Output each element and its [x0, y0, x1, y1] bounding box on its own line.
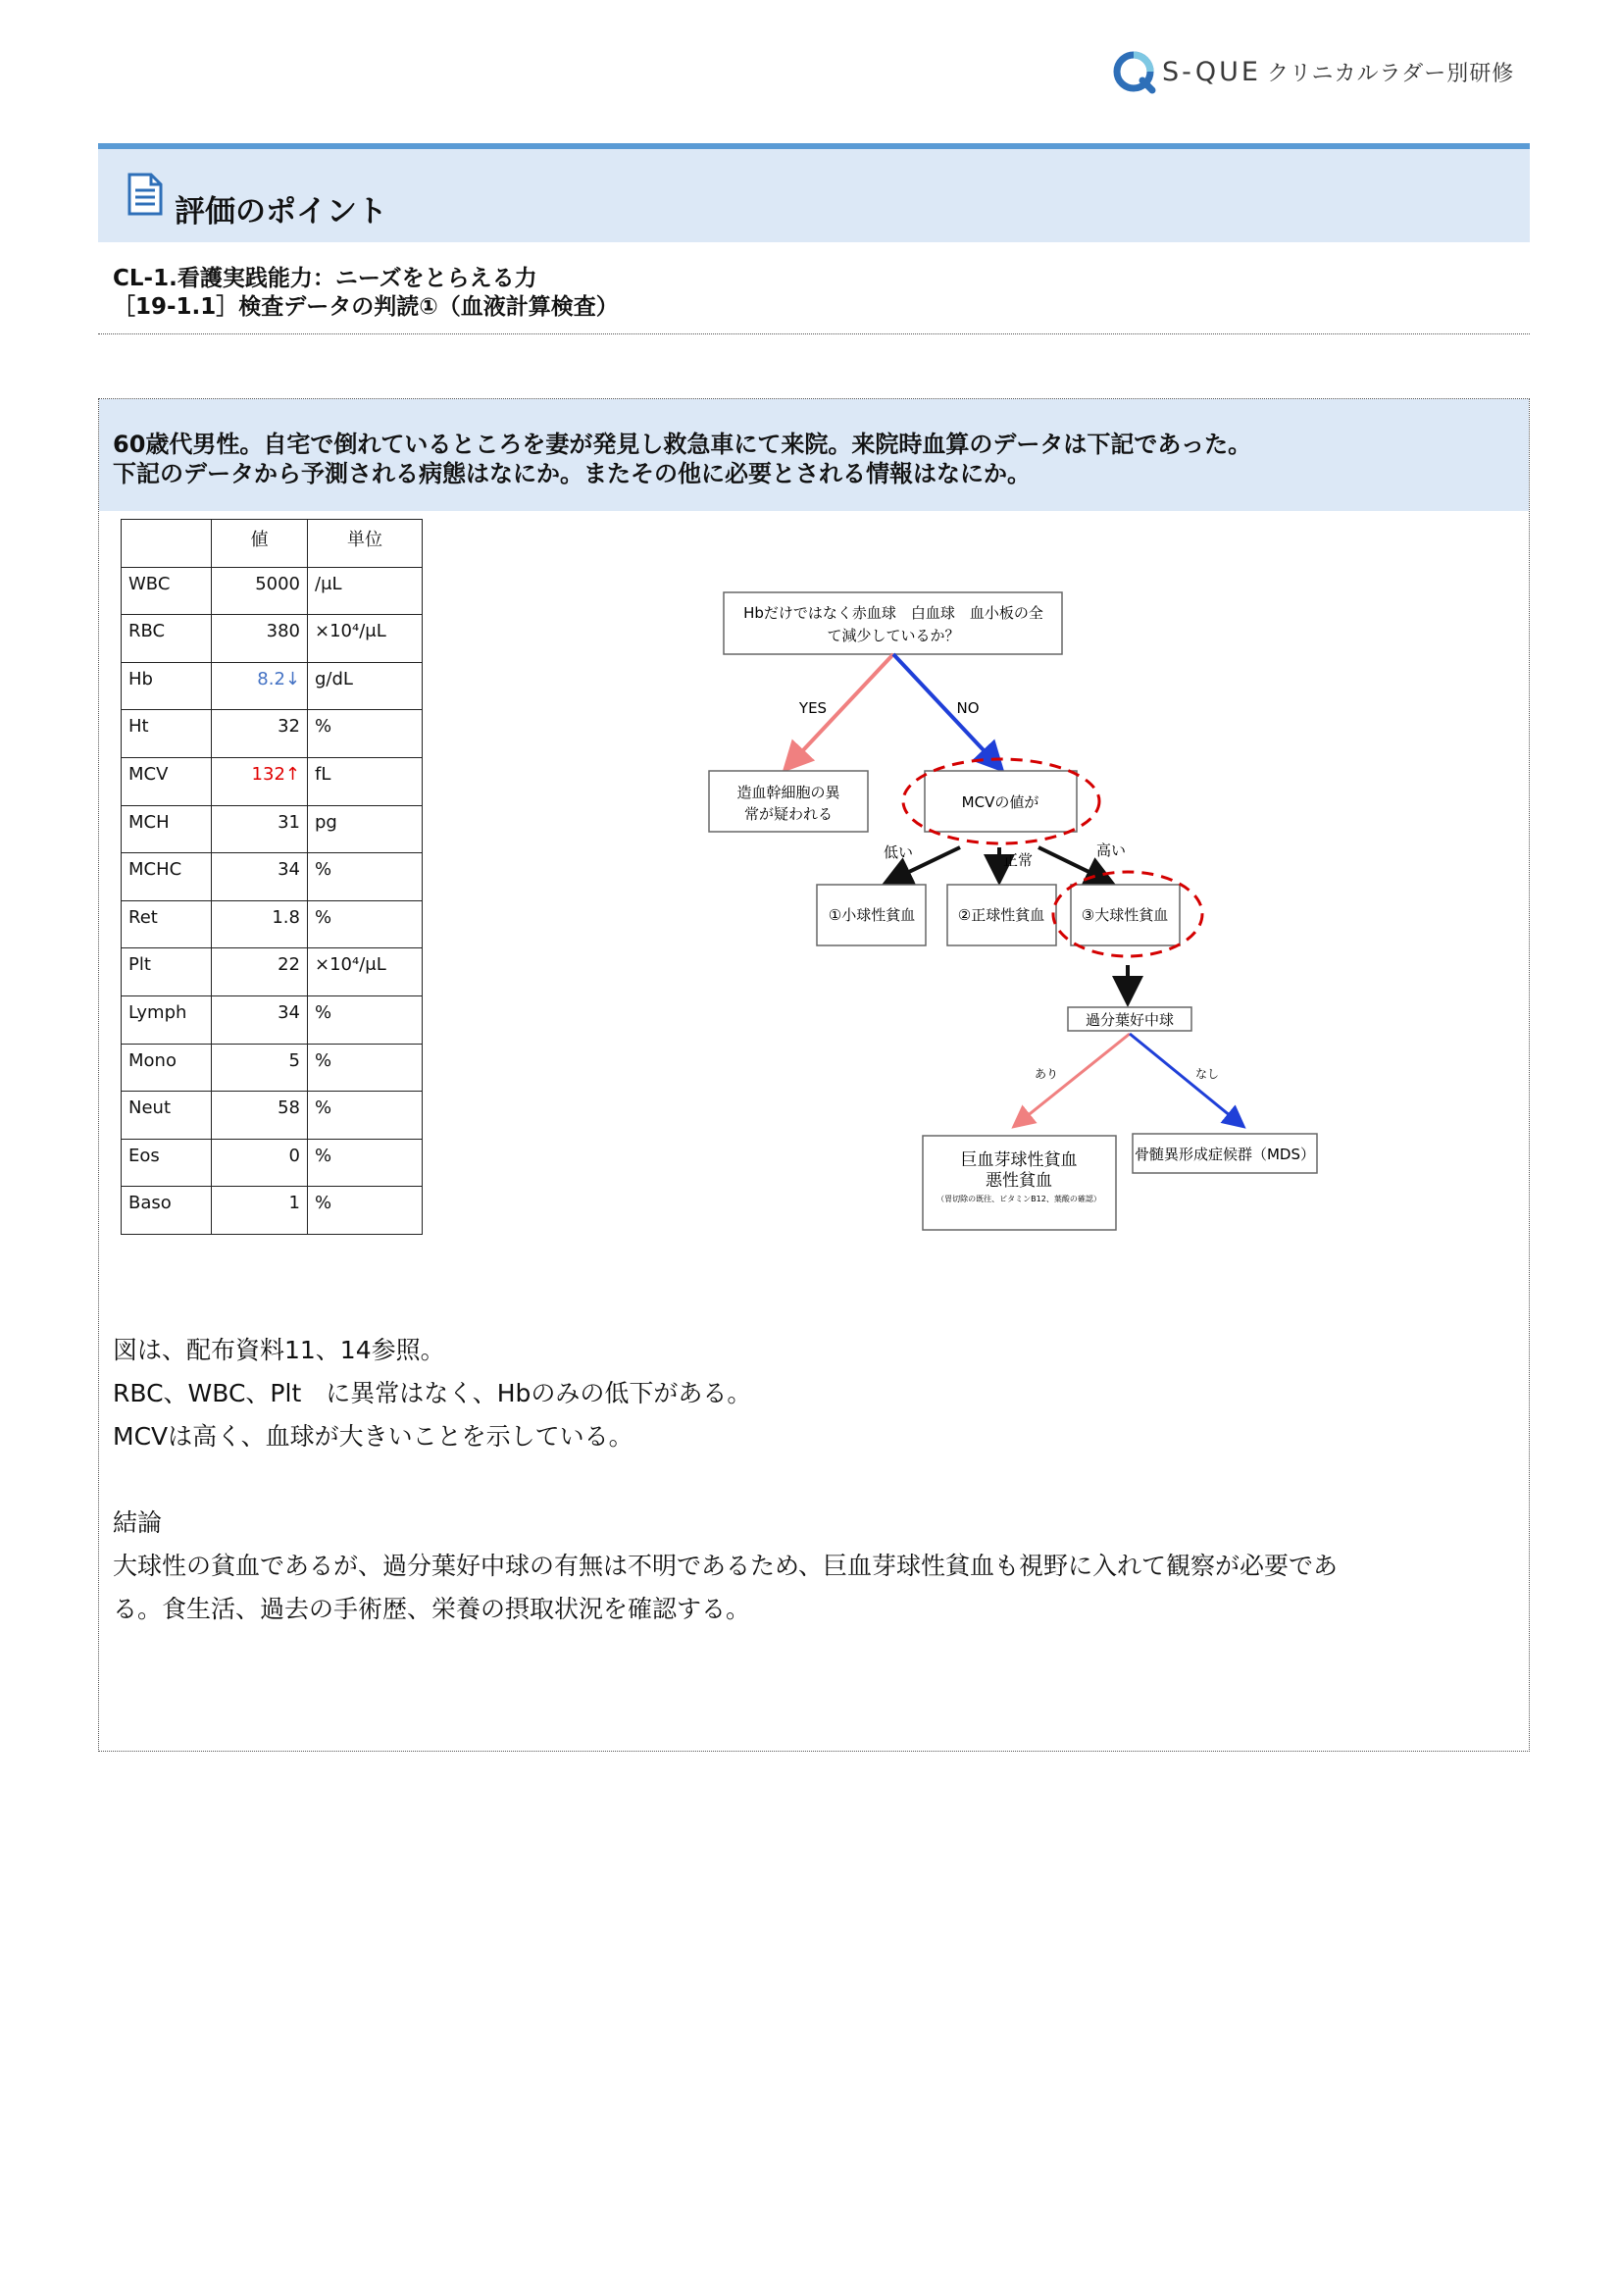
- explanation-line-3: MCVは高く、血球が大きいことを示している。: [113, 1422, 633, 1451]
- table-row: [122, 1139, 423, 1187]
- microcytic-text: ①小球性貧血: [828, 906, 916, 924]
- start-text-1: Hbだけではなく赤血球 白血球 血小板の全: [743, 604, 1043, 622]
- lab-value: 34: [212, 853, 308, 901]
- subheading-topic: ［19-1.1］検査データの判読①（血液計算検査）: [113, 294, 619, 320]
- lab-name: RBC: [122, 615, 212, 663]
- lab-value: 380: [212, 615, 308, 663]
- section-title: 評価のポイント: [175, 194, 387, 230]
- lab-value: 5000: [212, 567, 308, 615]
- lab-value: 1: [212, 1187, 308, 1235]
- present-label: あり: [1034, 1067, 1059, 1081]
- table-row: [122, 853, 423, 901]
- megaloblastic-text-1: 巨血芽球性貧血: [960, 1150, 1078, 1170]
- table-row: [122, 757, 423, 805]
- lab-unit: %: [308, 995, 423, 1044]
- lab-name: Neut: [122, 1092, 212, 1140]
- start-text-2: て減少しているか？: [827, 627, 960, 644]
- lab-name: Baso: [122, 1187, 212, 1235]
- lab-value-high: 132↑: [212, 757, 308, 805]
- present-arrow: [1016, 1034, 1130, 1125]
- absent-label: なし: [1194, 1067, 1220, 1081]
- lab-table-header: [122, 520, 423, 568]
- table-row: [122, 1044, 423, 1092]
- lab-name: Ht: [122, 710, 212, 758]
- mcv-text: MCVの値が: [961, 793, 1039, 811]
- no-label: NO: [956, 699, 980, 717]
- normocytic-text: ②正球性貧血: [957, 906, 1045, 924]
- lab-unit: %: [308, 853, 423, 901]
- document-icon: [127, 173, 163, 220]
- lab-value: 34: [212, 995, 308, 1044]
- header-value: 値: [212, 520, 308, 568]
- yes-label: YES: [798, 699, 828, 717]
- lab-value: 22: [212, 948, 308, 996]
- question-line-2: 下記のデータから予測される病態はなにか。またその他に必要とされる情報はなにか。: [113, 460, 1031, 487]
- conclusion-line-2: る。食生活、過去の手術歴、栄養の摂取状況を確認する。: [113, 1595, 751, 1623]
- lab-name: Eos: [122, 1139, 212, 1187]
- lab-unit: %: [308, 710, 423, 758]
- lab-name: MCHC: [122, 853, 212, 901]
- conclusion-line-1: 大球性の貧血であるが、過分葉好中球の有無は不明であるため、巨血芽球性貧血も視野に入れて観察が必要であ: [113, 1552, 1339, 1580]
- lab-unit: pg: [308, 805, 423, 853]
- hematopoietic-text-2: 常が疑われる: [743, 805, 834, 823]
- megaloblastic-note: （胃切除の既往、ビタミンB12、葉酸の確認）: [937, 1195, 1101, 1203]
- lab-name: Ret: [122, 900, 212, 948]
- header-name: [122, 520, 212, 568]
- lab-table: [121, 519, 423, 1235]
- divider: [98, 333, 1530, 334]
- lab-unit: %: [308, 900, 423, 948]
- lab-name: Mono: [122, 1044, 212, 1092]
- macrocytic-text: ③大球性貧血: [1081, 906, 1169, 924]
- lab-value: 1.8: [212, 900, 308, 948]
- lab-value: 32: [212, 710, 308, 758]
- anemia-flowchart: [687, 576, 1374, 1429]
- mds-text: 骨髄異形成症候群（MDS）: [1134, 1146, 1316, 1163]
- conclusion-label: 結論: [113, 1508, 163, 1537]
- table-row: [122, 567, 423, 615]
- normal-label: 正常: [1002, 851, 1034, 869]
- lab-unit: %: [308, 1044, 423, 1092]
- megaloblastic-text-2: 悪性貧血: [986, 1171, 1052, 1191]
- hypersegmented-text: 過分葉好中球: [1085, 1011, 1175, 1029]
- table-row: [122, 948, 423, 996]
- explanation-line-2: RBC、WBC、Plt に異常はなく、Hbのみの低下がある。: [113, 1379, 752, 1407]
- table-row: [122, 710, 423, 758]
- table-row: [122, 900, 423, 948]
- logo-brand: S-QUE: [1162, 56, 1261, 87]
- question-line-1: 60歳代男性。自宅で倒れているところを妻が発見し救急車にて来院。来院時血算のデータは下記であった。: [113, 431, 1252, 458]
- table-row: [122, 662, 423, 710]
- high-label: 高い: [1095, 842, 1127, 859]
- table-row: [122, 615, 423, 663]
- table-row: [122, 995, 423, 1044]
- lab-unit: g/dL: [308, 662, 423, 710]
- lab-name: MCH: [122, 805, 212, 853]
- logo-mark-icon: [1113, 49, 1158, 94]
- lab-unit: %: [308, 1187, 423, 1235]
- lab-unit: %: [308, 1092, 423, 1140]
- lab-name: Hb: [122, 662, 212, 710]
- low-label: 低い: [883, 843, 914, 861]
- lab-unit: /μL: [308, 567, 423, 615]
- question-header: [99, 399, 1529, 511]
- lab-unit: ×10⁴/μL: [308, 948, 423, 996]
- lab-value: 58: [212, 1092, 308, 1140]
- lab-value: 5: [212, 1044, 308, 1092]
- start-node: [724, 592, 1062, 654]
- table-row: [122, 1092, 423, 1140]
- lab-unit: ×10⁴/μL: [308, 615, 423, 663]
- subheading-competency: CL-1.看護実践能力：ニーズをとらえる力: [113, 266, 537, 291]
- lab-unit: fL: [308, 757, 423, 805]
- table-row: [122, 1187, 423, 1235]
- lab-unit: %: [308, 1139, 423, 1187]
- no-arrow: [893, 654, 999, 767]
- hematopoietic-text-1: 造血幹細胞の異: [736, 784, 840, 801]
- lab-name: WBC: [122, 567, 212, 615]
- lab-name: MCV: [122, 757, 212, 805]
- lab-name: Lymph: [122, 995, 212, 1044]
- table-row: [122, 805, 423, 853]
- explanation-line-1: 図は、配布資料11、14参照。: [113, 1336, 445, 1364]
- lab-name: Plt: [122, 948, 212, 996]
- absent-arrow: [1130, 1034, 1241, 1125]
- lab-value-low: 8.2↓: [212, 662, 308, 710]
- question-box: [98, 398, 1530, 1752]
- logo-subtitle: クリニカルラダー別研修: [1266, 61, 1515, 86]
- lab-value: 31: [212, 805, 308, 853]
- brand-logo: [1113, 49, 1514, 94]
- section-header: [98, 143, 1530, 242]
- header-unit: 単位: [308, 520, 423, 568]
- lab-value: 0: [212, 1139, 308, 1187]
